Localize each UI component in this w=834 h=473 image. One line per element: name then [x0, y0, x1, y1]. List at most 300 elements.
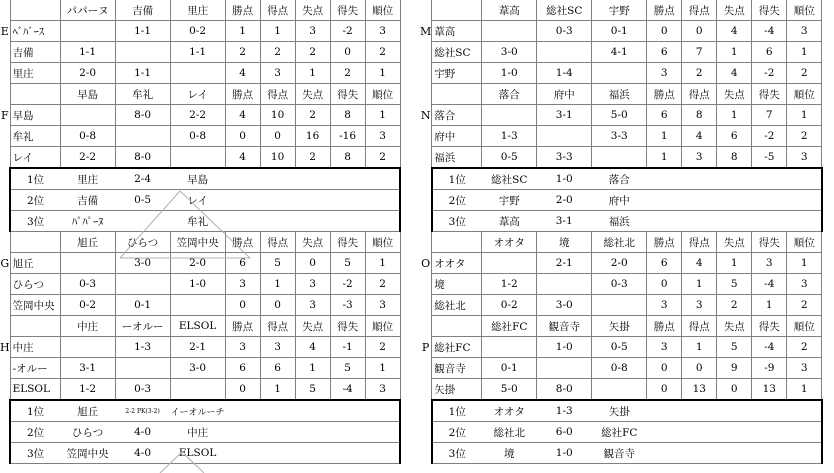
spacer-cell [0, 0, 10, 21]
placement-label: 3位 [432, 443, 482, 464]
stat-column-header: 順位 [365, 232, 400, 253]
placement-team-b: 観音寺 [592, 443, 647, 464]
spacer-cell [0, 443, 10, 464]
stat-cell: 0 [647, 274, 682, 295]
stat-cell: 2 [330, 63, 365, 84]
team-row [420, 358, 822, 379]
stat-cell: 6 [752, 42, 787, 63]
match-score-cell: 0-3 [60, 274, 115, 295]
placement-label: 3位 [10, 211, 60, 232]
corner-cell [432, 232, 482, 253]
stat-column-header: 失点 [717, 0, 752, 21]
empty-cell [260, 422, 295, 443]
stat-cell: 1 [752, 295, 787, 316]
placement-row [0, 211, 400, 232]
stat-column-header: 順位 [787, 0, 822, 21]
match-score-cell [537, 274, 592, 295]
placement-label: 1位 [432, 400, 482, 422]
stat-column-header: 失点 [295, 316, 330, 337]
empty-cell [752, 211, 787, 232]
team-column-header: ELSOL [170, 316, 225, 337]
stat-column-header: 勝点 [647, 84, 682, 105]
placement-score: 4-0 [115, 443, 170, 464]
match-score-cell: 1-2 [60, 379, 115, 401]
group-letter: O [421, 256, 431, 270]
team-row [420, 253, 822, 274]
group-letter [420, 126, 432, 147]
stat-cell: 1 [717, 42, 752, 63]
team-row [420, 379, 822, 401]
placement-label: 3位 [10, 443, 60, 464]
team-row [0, 42, 400, 63]
group-letter [0, 274, 10, 295]
team-row [420, 21, 822, 42]
stat-cell: 10 [260, 105, 295, 126]
empty-cell [225, 211, 260, 232]
team-column-header: 笠岡中央 [170, 232, 225, 253]
empty-cell [295, 190, 330, 211]
stat-column-header: 得失 [752, 232, 787, 253]
stat-cell: 0 [260, 126, 295, 147]
empty-cell [295, 422, 330, 443]
stat-cell: 0 [647, 358, 682, 379]
group-header-row [0, 316, 400, 337]
stat-cell: 3 [682, 147, 717, 169]
group-letter: M [420, 24, 432, 38]
stat-cell: 1 [787, 105, 822, 126]
team-column-header: 吉備 [115, 0, 170, 21]
corner-cell [10, 232, 60, 253]
stat-cell: 6 [647, 42, 682, 63]
match-score-cell: 0-1 [115, 295, 170, 316]
team-row-name: 牟礼 [10, 126, 60, 147]
spacer-cell [0, 232, 10, 253]
stat-cell: 3 [260, 63, 295, 84]
placement-team-a: オオタ [482, 400, 537, 422]
placement-team-a: 境 [482, 443, 537, 464]
group-letter [0, 147, 10, 169]
placement-team-a: 総社北 [482, 422, 537, 443]
team-column-header: 総社北 [592, 232, 647, 253]
stat-cell: 13 [752, 379, 787, 401]
match-score-cell [170, 147, 225, 169]
placement-row [420, 211, 822, 232]
stat-column-header: 勝点 [225, 316, 260, 337]
team-row-name: ﾍﾞﾊﾞｰｽ [10, 21, 60, 42]
group-header-row [0, 232, 400, 253]
stat-cell: 3 [682, 295, 717, 316]
placement-team-a: 笠岡中央 [60, 443, 115, 464]
team-row-name: 総社SC [432, 42, 482, 63]
group-letter [0, 379, 10, 401]
stat-column-header: 勝点 [647, 232, 682, 253]
team-row-name: 総社FC [432, 337, 482, 358]
empty-cell [295, 443, 330, 464]
match-score-cell: 2-2 [170, 105, 225, 126]
placement-score: 1-3 [537, 400, 592, 422]
match-score-cell: 3-0 [482, 42, 537, 63]
stat-cell: 2 [787, 63, 822, 84]
stat-cell: 13 [682, 379, 717, 401]
stat-column-header: 得点 [260, 84, 295, 105]
placement-row [0, 443, 400, 464]
group-header-row [420, 316, 822, 337]
match-score-cell: 2-2 [60, 147, 115, 169]
stat-cell: 0 [225, 295, 260, 316]
placement-team-b: 落合 [592, 168, 647, 190]
stat-cell: -2 [330, 274, 365, 295]
empty-cell [752, 443, 787, 464]
match-score-cell: 2-0 [170, 253, 225, 274]
match-score-cell: 3-1 [537, 105, 592, 126]
team-row-name: ひらつ [10, 274, 60, 295]
stat-cell: 4 [225, 63, 260, 84]
match-score-cell [115, 358, 170, 379]
group-letter [0, 63, 10, 84]
empty-cell [682, 422, 717, 443]
stat-cell: -2 [330, 21, 365, 42]
team-row [0, 21, 400, 42]
placement-team-b: 総社FC [592, 422, 647, 443]
stat-column-header: 順位 [365, 316, 400, 337]
empty-cell [682, 168, 717, 190]
team-row-name: 笠岡中央 [10, 295, 60, 316]
placement-label: 1位 [10, 400, 60, 422]
placement-score: 3-1 [537, 211, 592, 232]
stat-cell: 3 [295, 295, 330, 316]
team-row-name: レイ [10, 147, 60, 169]
placement-label: 1位 [432, 168, 482, 190]
placement-row [0, 190, 400, 211]
match-score-cell: 2-1 [537, 253, 592, 274]
match-score-cell [60, 105, 115, 126]
match-score-cell: 0-3 [537, 21, 592, 42]
match-score-cell: 1-3 [482, 126, 537, 147]
match-score-cell [115, 274, 170, 295]
team-column-header: ひらつ [115, 232, 170, 253]
team-column-header: 福浜 [592, 84, 647, 105]
placement-label: 2位 [432, 190, 482, 211]
match-score-cell [60, 337, 115, 358]
match-score-cell: 3-0 [170, 358, 225, 379]
team-row-name: 中庄 [10, 337, 60, 358]
empty-cell [260, 400, 295, 422]
stat-cell: 1 [295, 358, 330, 379]
match-score-cell: 3-3 [537, 147, 592, 169]
empty-cell [295, 168, 330, 190]
team-row [0, 379, 400, 401]
empty-cell [330, 211, 365, 232]
empty-cell [365, 422, 400, 443]
empty-cell [647, 443, 682, 464]
empty-cell [752, 400, 787, 422]
match-score-cell: 5-0 [592, 105, 647, 126]
team-row [0, 274, 400, 295]
stat-column-header: 失点 [717, 232, 752, 253]
team-row-name: 早島 [10, 105, 60, 126]
team-row [0, 337, 400, 358]
match-score-cell: 8-0 [115, 105, 170, 126]
group-letter: N [420, 108, 431, 122]
stat-column-header: 得点 [260, 0, 295, 21]
stat-cell: -1 [330, 337, 365, 358]
spacer-cell [0, 168, 10, 190]
stat-cell: 1 [260, 274, 295, 295]
match-score-cell: 3-0 [115, 253, 170, 274]
stat-column-header: 勝点 [225, 0, 260, 21]
stat-cell: 0 [717, 379, 752, 401]
match-score-cell: 2-0 [592, 253, 647, 274]
stat-cell: 0 [260, 295, 295, 316]
spacer-cell [0, 316, 10, 337]
stat-cell: 1 [682, 274, 717, 295]
stat-cell: 1 [787, 253, 822, 274]
corner-cell [10, 84, 60, 105]
stat-cell: 1 [647, 126, 682, 147]
match-score-cell [482, 105, 537, 126]
team-column-header: 府中 [537, 84, 592, 105]
match-score-cell: 5-0 [482, 379, 537, 401]
stat-column-header: 得点 [682, 232, 717, 253]
placement-team-b: 矢掛 [592, 400, 647, 422]
match-score-cell: 0-2 [60, 295, 115, 316]
match-score-cell: 1-1 [115, 21, 170, 42]
team-row [0, 358, 400, 379]
stat-cell: 5 [717, 274, 752, 295]
empty-cell [260, 211, 295, 232]
stat-cell: -9 [752, 358, 787, 379]
group-letter: F [0, 108, 9, 122]
placement-team-b: 牟礼 [170, 211, 225, 232]
team-row [420, 63, 822, 84]
match-score-cell [592, 147, 647, 169]
stat-cell: 4 [225, 147, 260, 169]
team-row-name: 葦高 [432, 21, 482, 42]
empty-cell [365, 400, 400, 422]
team-column-header: 総社FC [482, 316, 537, 337]
team-row-name: 旭丘 [10, 253, 60, 274]
stat-cell: -2 [752, 126, 787, 147]
placement-score: 2-2 PK(3-2) [115, 400, 170, 422]
empty-cell [365, 211, 400, 232]
team-row [420, 274, 822, 295]
team-column-header: オオタ [482, 232, 537, 253]
match-score-cell: 0-8 [592, 358, 647, 379]
group-letter: G [0, 256, 10, 270]
placement-team-b: 早島 [170, 168, 225, 190]
match-score-cell: 3-3 [592, 126, 647, 147]
stat-cell: 5 [330, 253, 365, 274]
stat-cell: 1 [365, 253, 400, 274]
spacer-cell [0, 211, 10, 232]
team-row-name: 矢掛 [432, 379, 482, 401]
placement-team-a: 宇野 [482, 190, 537, 211]
team-column-header: 中庄 [60, 316, 115, 337]
match-score-cell: 0-5 [482, 147, 537, 169]
stat-cell: 6 [225, 253, 260, 274]
team-row [0, 295, 400, 316]
team-column-header: レイ [170, 84, 225, 105]
placement-team-b: 福浜 [592, 211, 647, 232]
match-score-cell: 1-1 [170, 42, 225, 63]
empty-cell [717, 190, 752, 211]
stat-cell: 16 [295, 126, 330, 147]
placement-row [420, 168, 822, 190]
match-score-cell [115, 126, 170, 147]
placement-score: 2-0 [537, 190, 592, 211]
group-letter [0, 295, 10, 316]
placement-team-b: 中庄 [170, 422, 225, 443]
placement-score [115, 211, 170, 232]
stat-cell: 1 [365, 63, 400, 84]
stat-cell: 5 [295, 379, 330, 401]
stat-cell: 1 [682, 337, 717, 358]
stat-cell: 3 [295, 274, 330, 295]
empty-cell [787, 422, 822, 443]
match-score-cell [60, 253, 115, 274]
stat-column-header: 順位 [365, 0, 400, 21]
stat-cell: 2 [225, 42, 260, 63]
stat-cell: 3 [647, 295, 682, 316]
placement-team-b: イーオルーチ [170, 400, 225, 422]
stat-cell: 6 [647, 105, 682, 126]
stat-cell: 2 [260, 42, 295, 63]
stat-column-header: 得点 [260, 232, 295, 253]
match-score-cell [482, 21, 537, 42]
stat-cell: 2 [682, 63, 717, 84]
empty-cell [225, 168, 260, 190]
stat-cell: 0 [225, 126, 260, 147]
stat-column-header: 得失 [330, 84, 365, 105]
match-score-cell: 8-0 [115, 147, 170, 169]
spacer-cell [0, 400, 10, 422]
empty-cell [225, 422, 260, 443]
placement-row [0, 168, 400, 190]
empty-cell [330, 400, 365, 422]
stat-column-header: 失点 [295, 0, 330, 21]
match-score-cell: 1-0 [482, 63, 537, 84]
stat-cell: 2 [365, 147, 400, 169]
stat-cell: 3 [752, 253, 787, 274]
group-header-row [420, 0, 822, 21]
match-score-cell: 1-1 [115, 63, 170, 84]
empty-cell [682, 190, 717, 211]
empty-cell [330, 422, 365, 443]
match-score-cell: 8-0 [537, 379, 592, 401]
placement-label: 1位 [10, 168, 60, 190]
empty-cell [787, 168, 822, 190]
match-score-cell: 1-2 [482, 274, 537, 295]
group-header-row [0, 0, 400, 21]
match-score-cell [537, 126, 592, 147]
match-score-cell: 3-1 [60, 358, 115, 379]
stat-cell: 1 [717, 105, 752, 126]
stat-cell: 4 [717, 63, 752, 84]
empty-cell [260, 168, 295, 190]
stat-cell: 3 [260, 337, 295, 358]
stat-cell: 0 [682, 358, 717, 379]
match-score-cell: 1-3 [115, 337, 170, 358]
team-column-header: 総社SC [537, 0, 592, 21]
stat-column-header: 勝点 [225, 232, 260, 253]
empty-cell [295, 400, 330, 422]
corner-cell [10, 316, 60, 337]
spacer-cell [420, 443, 432, 464]
stat-cell: 2 [717, 295, 752, 316]
placement-row [0, 422, 400, 443]
stat-cell: 2 [787, 126, 822, 147]
stat-cell: -4 [330, 379, 365, 401]
stat-cell: 8 [330, 105, 365, 126]
team-column-header: 観音寺 [537, 316, 592, 337]
stat-cell: 7 [752, 105, 787, 126]
stat-cell: 6 [260, 358, 295, 379]
team-row-name: 福浜 [432, 147, 482, 169]
empty-cell [787, 443, 822, 464]
match-score-cell [592, 295, 647, 316]
stat-column-header: 得失 [752, 0, 787, 21]
empty-cell [330, 190, 365, 211]
placement-label: 2位 [10, 190, 60, 211]
match-score-cell: 2-1 [170, 337, 225, 358]
spacer-cell [0, 190, 10, 211]
placement-row [420, 400, 822, 422]
match-score-cell: 0-5 [592, 337, 647, 358]
empty-cell [647, 168, 682, 190]
stat-cell: -4 [752, 21, 787, 42]
group-letter [0, 358, 10, 379]
match-score-cell: 3-0 [537, 295, 592, 316]
stat-cell: 8 [682, 105, 717, 126]
stat-cell: 1 [365, 358, 400, 379]
placement-score: 1-0 [537, 168, 592, 190]
team-row-name: オオタ [432, 253, 482, 274]
team-row [420, 105, 822, 126]
match-score-cell: 0-1 [592, 21, 647, 42]
stat-cell: 3 [225, 337, 260, 358]
stat-cell: 2 [365, 337, 400, 358]
corner-cell [10, 0, 60, 21]
match-score-cell: 0-3 [592, 274, 647, 295]
match-score-cell: 1-1 [60, 42, 115, 63]
team-row-name: 境 [432, 274, 482, 295]
stat-cell: 4 [717, 21, 752, 42]
stat-column-header: 得点 [682, 316, 717, 337]
stat-column-header: 勝点 [225, 84, 260, 105]
left-table [0, 0, 401, 464]
spacer-cell [420, 168, 432, 190]
group-letter [420, 358, 432, 379]
empty-cell [225, 443, 260, 464]
placement-team-a: ﾊﾟﾊﾟｰﾇ [60, 211, 115, 232]
empty-cell [787, 400, 822, 422]
corner-cell [432, 316, 482, 337]
group-header-row [420, 84, 822, 105]
stat-cell: 2 [787, 295, 822, 316]
placement-team-b: レイ [170, 190, 225, 211]
match-score-cell [115, 42, 170, 63]
team-row-name: 吉備 [10, 42, 60, 63]
stat-cell: 2 [295, 42, 330, 63]
spacer-cell [420, 232, 432, 253]
stat-column-header: 失点 [717, 84, 752, 105]
stat-column-header: 得点 [260, 316, 295, 337]
spacer-cell [420, 316, 432, 337]
match-score-cell: 0-3 [115, 379, 170, 401]
match-score-cell [537, 358, 592, 379]
stat-cell: -4 [752, 274, 787, 295]
team-row [0, 105, 400, 126]
